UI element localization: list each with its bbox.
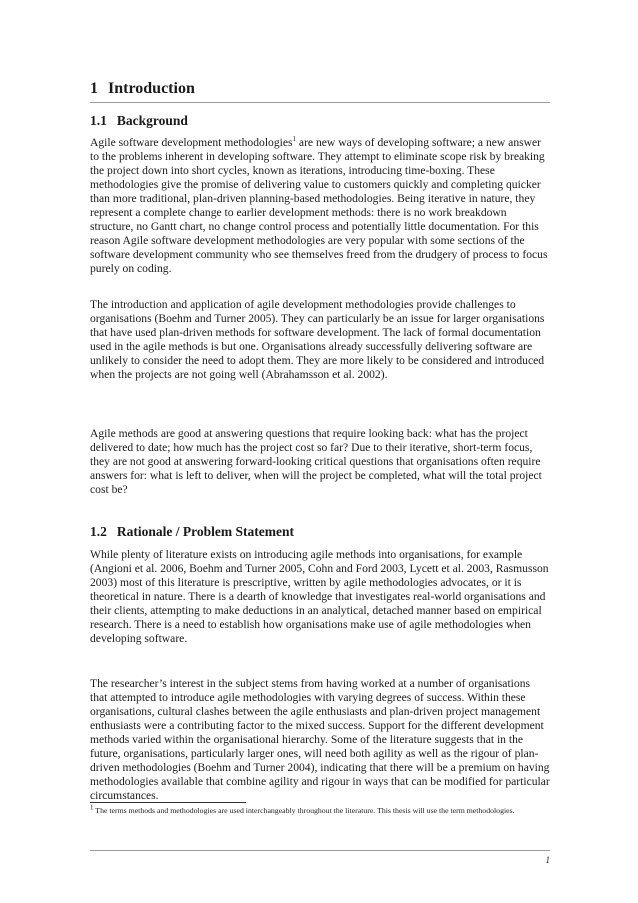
- subsection-heading-rationale: [90, 524, 294, 540]
- section-heading: [90, 80, 550, 103]
- subsection-heading-background: [90, 113, 188, 129]
- subsection-number: 1.1: [90, 113, 107, 128]
- footer-divider: [90, 850, 550, 851]
- paragraph-background-3: Agile methods are good at answering questions that require looking back: what has the project delivered to date; how much has the project cost so far? Due to their iterative, short-term focus, they are not good at answering forward-looking critical questions that organisations often require answers for: what is left to deliver, when will the project be completed, what will the total project cost be?: [90, 427, 542, 496]
- subsection-title: Rationale / Problem Statement: [116, 524, 294, 539]
- section-number: 1: [90, 80, 98, 97]
- paragraph-rationale-1: While plenty of literature exists on introducing agile methods into organisations, for example (Angioni et al. 2006, Boehm and Turner 2005, Cohn and Ford 2003, Lycett et al. 2003, Rasmusson 2003) most of this literature is prescriptive, written by agile methodologies advocates, or it is theoretical in nature. There is a dearth of knowledge that investigates real-world organisations and their clients, attempting to make deductions in an analytical, detached manner based on empirical research. There is a need to establish how organisations make use of agile methodologies when developing software.: [90, 548, 549, 645]
- footnote-text: The terms methods and methodologies are used interchangeably throughout the literature. This thesis will use the term methodologies.: [93, 806, 515, 815]
- section-title: Introduction: [108, 80, 195, 97]
- paragraph-background-2: The introduction and application of agile development methodologies provide challenges to organisations (Boehm and Turner 2005). They can particularly be an issue for larger organisations that have used plan-driven methods for software development. The lack of formal documentation used in the agile methods is but one. Organisations already successfully delivering software are unlikely to consider the need to adopt them. They are more likely to be considered and introduced when the projects are not going well (Abrahamsson et al. 2002).: [90, 298, 545, 381]
- paragraph-text: Agile software development methodologies: [90, 136, 293, 149]
- paragraph-background-1: [90, 136, 550, 276]
- footnote-mark: 1: [90, 803, 94, 812]
- paragraph-text: are new ways of developing software; a new answer to the problems inherent in developing software. They attempt to eliminate scope risk by breaking the project down into short cycles, known as iterations, introducing time-boxing. These methodologies give the promise of delivering value to customers quickly and completing quicker than more traditional, plan-driven planning-based methodologies. Being iterative in nature, they represent a complete change to earlier development methods: there is no work breakdown structure, no Gantt chart, no change control process and potentially little documentation. For this reason Agile software development methodologies are very popular with some sections of the software development community who see themselves freed from the drudgery of process to focus purely on coding.: [90, 136, 548, 275]
- page-number: 1: [545, 855, 550, 865]
- subsection-number: 1.2: [90, 524, 107, 539]
- footnote-reference: 1: [292, 135, 297, 144]
- footnote-divider: [90, 802, 246, 803]
- subsection-title: Background: [116, 113, 188, 128]
- footnote: [90, 803, 550, 816]
- paragraph-rationale-2: The researcher’s interest in the subject stems from having worked at a number of organisations that attempted to introduce agile methodologies with varying degrees of success. Within these organisations, cultural clashes between the agile enthusiasts and plan-driven project management enthusiasts were a contributing factor to the mixed success. Support for the different development methods varied within the organisational hierarchy. Some of the literature suggests that in the future, organisations, particularly larger ones, will need both agility as well as the rigour of plan-driven methodologies (Boehm and Turner 2004), indicating that there will be a premium on having methodologies available that combine agility and rigour in ways that can be modified for particular circumstances.: [90, 677, 550, 802]
